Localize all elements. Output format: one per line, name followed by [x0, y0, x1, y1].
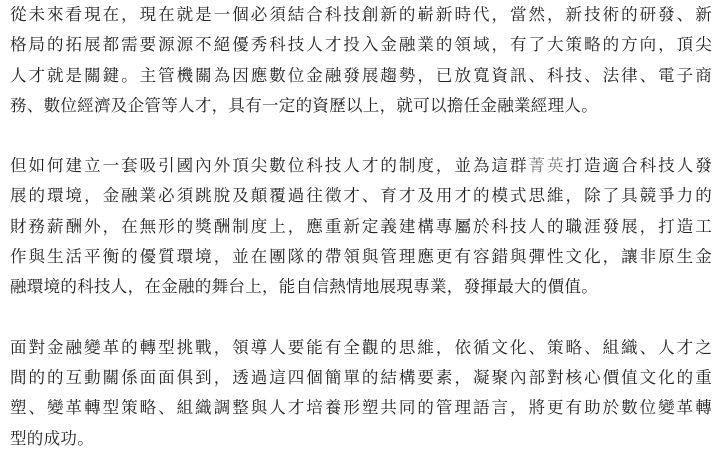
- paragraph-line: 塑、變革轉型策略、組織調整與人才培養形塑共同的管理語言，將更有助於數位變革轉: [10, 398, 712, 418]
- paragraph-line: 從未來看現在，現在就是一個必須結合科技創新的嶄新時代，當然，新技術的研發、新: [10, 5, 712, 24]
- paragraph-3: [10, 333, 712, 454]
- highlighted-keyword: 菁英: [528, 156, 566, 176]
- paragraph-line: 人才就是關鍵。主管機關為因應數位金融發展趨勢，已放寬資訊、科技、法律、電子商: [10, 65, 712, 85]
- paragraph-1: [10, 0, 712, 121]
- paragraph-line: 但如何建立一套吸引國內外頂尖數位科技人才的制度，並為這群菁英打造適合科技人發: [10, 156, 712, 176]
- paragraph-line: 財務薪酬外，在無形的獎酬制度上，應重新定義建構專屬於科技人的職涯發展，打造工: [10, 216, 712, 236]
- paragraph-line: 展的環境，金融業必須跳脫及顛覆過往徵才、育才及用才的模式思維，除了具競爭力的: [10, 186, 712, 206]
- paragraph-2: [10, 151, 712, 302]
- paragraph-line: 型的成功。: [10, 428, 94, 448]
- paragraph-line: 面對金融變革的轉型挑戰，領導人要能有全觀的思維，依循文化、策略、組織、人才之: [10, 337, 712, 357]
- paragraph-line: 務、數位經濟及企管等人才，具有一定的資歷以上，就可以擔任金融業經理人。: [10, 95, 598, 115]
- paragraph-line: 作與生活平衡的優質環境，並在團隊的帶領與管理應更有容錯與彈性文化，讓非原生金: [10, 247, 712, 267]
- paragraph-line: 格局的拓展都需要源源不絕優秀科技人才投入金融業的領域，有了大策略的方向，頂尖: [10, 35, 712, 55]
- paragraph-line: 間的的互動關係面面俱到，透過這四個簡單的結構要素，凝聚內部對核心價值文化的重: [10, 367, 712, 387]
- paragraph-line: 融環境的科技人，在金融的舞台上，能自信熱情地展現專業，發揮最大的價值。: [10, 277, 598, 297]
- article-body: [10, 0, 712, 454]
